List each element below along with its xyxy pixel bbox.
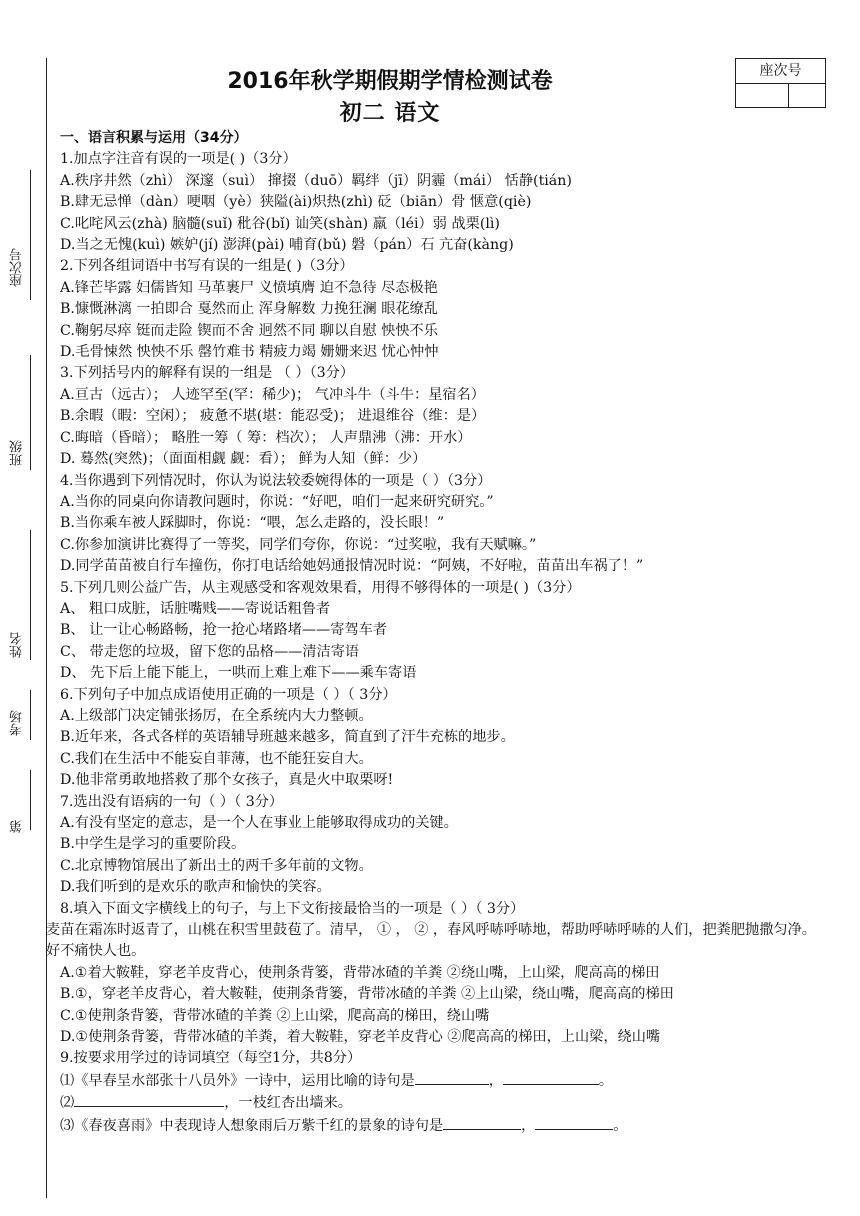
option-line: A.亘古（远古）； 人迹罕至(罕：稀少)； 气冲斗牛（斗牛：星宿名） [60, 386, 485, 403]
option-line: B、 让一让心畅路畅，抢一抢心堵路堵——寄驾车者 [60, 622, 388, 639]
poem-prompt: ⑴《早春呈水部张十八员外》一诗中，运用比喻的诗句是 [60, 1072, 415, 1089]
option-line: B.①，穿老羊皮背心，着大鞍鞋，使荆条背篓，背带冰碴的羊粪 ②上山梁，绕山嘴，爬高高的梯田 [60, 986, 674, 1003]
question-line: 4.当你遇到下列情况时，你认为说法较委婉得体的一项是（ ）（3分） [60, 472, 492, 489]
option-line: C.叱咤风云(zhà) 脑髓(suǐ) 秕谷(bǐ) 讪笑(shàn) 羸（léi）弱 战栗(lì) [60, 215, 500, 232]
option-line: D. 蓦然(突然)；（面面相觑 觑：看）； 鲜为人知（鲜：少） [60, 451, 427, 468]
poem-end: 。 [598, 1072, 614, 1089]
option-line: B.中学生是学习的重要阶段。 [60, 836, 246, 853]
name-field[interactable] [30, 530, 31, 660]
seat-box-divider [788, 83, 789, 108]
poem-separator: ， [521, 1117, 536, 1134]
exam-title: 2016年秋学期假期学情检测试卷 [227, 69, 553, 94]
question-line: 7.选出没有语病的一句（ ）（ 3分） [60, 793, 284, 810]
question-line: 3.下列括号内的解释有误的一组是 （ ）（3分） [60, 365, 355, 382]
exam-subject: 初二 语文 [339, 101, 441, 126]
poem-fill-line-3 [60, 1115, 820, 1137]
exam-no-label: 第 [10, 820, 25, 833]
poem-prompt: ⑶《春夜喜雨》中表现诗人想象雨后万紫千红的景象的诗句是 [60, 1117, 444, 1134]
option-line: D、 先下后上能下能上，一哄而上难上难下——乘车寄语 [60, 665, 417, 682]
option-line: C.晦暗（昏暗）； 略胜一筹（ 筹：档次）； 人声鼎沸（沸：开水） [60, 429, 472, 446]
answer-blank[interactable] [415, 1070, 489, 1085]
section-heading: 一、语言积累与运用（34分） [60, 130, 248, 146]
exam-room-label: 考场 [10, 710, 25, 736]
binding-line [46, 58, 47, 1198]
question-line: 9.按要求用学过的诗词填空（每空1分，共8分） [60, 1050, 362, 1067]
answer-blank[interactable] [503, 1070, 599, 1085]
poem-end: 。 [613, 1117, 628, 1134]
question-line: 8.填入下面文字横线上的句子，与上下文衔接最恰当的一项是（ ）（ 3分） [60, 900, 525, 917]
question-line: 6.下列句子中加点成语使用正确的一项是（ ）（ 3分） [60, 686, 397, 703]
seat-box-label: 座次号 [736, 59, 825, 84]
option-line: C.你参加演讲比赛得了一等奖，同学们夸你，你说：“过奖啦，我有天赋嘛。” [60, 536, 537, 553]
poem-fill-line-1 [60, 1070, 820, 1092]
option-line: B.慷慨淋漓 一拍即合 戛然而止 浑身解数 力挽狂澜 眼花缭乱 [60, 301, 438, 318]
option-line: A.有没有坚定的意志，是一个人在事业上能够取得成功的关键。 [60, 815, 458, 831]
option-line: B.肆无忌惮（dàn）哽咽（yè）狭隘(ài)炽热(zhì) 砭（biān）骨 惬意(qiè) [60, 194, 532, 211]
poem-fill-line-2 [60, 1092, 820, 1114]
class-field[interactable] [30, 355, 31, 470]
exam-no-field[interactable] [30, 770, 31, 830]
option-line: A.锋芒毕露 妇儒皆知 马革裹尸 义愤填膺 迫不急待 尽态极艳 [60, 279, 438, 296]
option-line: A.秩序井然（zhì） 深邃（suì） 撺掇（duō）羁绊（jī）阴霾（mái） 恬静(tián) [60, 172, 572, 189]
option-line: A.①着大鞍鞋，穿老羊皮背心，使荆条背篓，背带冰碴的羊粪 ②绕山嘴，上山梁，爬高高的梯田 [60, 964, 660, 981]
option-line: B.当你乘车被人踩脚时，你说：“喂，怎么走路的，没长眼！” [60, 515, 445, 532]
option-line: B.近年来，各式各样的英语辅导班越来越多，简直到了汗牛充栋的地步。 [60, 729, 515, 746]
option-line: D.①使荆条背篓，背带冰碴的羊粪，着大鞍鞋，穿老羊皮背心 ②爬高高的梯田，上山梁，绕山嘴 [60, 1029, 661, 1046]
option-line: D.毛骨悚然 怏怏不乐 罄竹难书 精疲力竭 姗姗来迟 忧心忡忡 [60, 344, 439, 361]
option-line: D.同学苗苗被自行车撞伤，你打电话给她妈通报情况时说：“阿姨，不好啦，苗苗出车祸了！” [60, 558, 644, 575]
option-line: A.当你的同桌向你请教问题时，你说：“好吧，咱们一起来研究研究。” [60, 493, 494, 510]
question-line: 5.下列几则公益广告，从主观感受和客观效果看，用得不够得体的一项是( )（3分） [60, 579, 581, 596]
option-line: C.①使荆条背篓，背带冰碴的羊粪 ②上山梁，爬高高的梯田，绕山嘴 [60, 1007, 490, 1024]
seat-number-field[interactable] [30, 170, 31, 300]
answer-blank[interactable] [74, 1092, 224, 1107]
option-line: D.当之无愧(kuì) 嫉妒(jí) 澎湃(pài) 哺育(bǔ) 磐（pán）石 亢奋(kàng) [60, 237, 514, 254]
class-label: 班级 [10, 440, 25, 466]
option-line: C、 带走您的垃圾，留下您的品格——清洁寄语 [60, 643, 360, 660]
option-line: A、 粗口成脏，话脏嘴贱——寄说话粗鲁者 [60, 600, 331, 617]
option-line: C.北京博物馆展出了新出土的两千多年前的文物。 [60, 857, 373, 874]
option-line: B.余暇（暇：空闲）； 疲惫不堪(堪：能忍受)； 进退维谷（维：是） [60, 408, 486, 425]
poem-given-text: ，一枝红杏出墙来。 [224, 1095, 352, 1112]
question-line: 2.下列各组词语中书写有误的一组是( )（3分） [60, 258, 354, 275]
passage-text: 麦苗在霜冻时返青了，山桃在积雪里鼓苞了。清早， ① ， ② ，春风呼哧呼哧地，帮助呼哧呼哧的人们，把粪肥抛撒匀净。好不痛快人也。 [46, 922, 816, 960]
exam-content [46, 128, 820, 1137]
name-label: 姓名 [10, 632, 25, 658]
option-line: D.我们听到的是欢乐的歌声和愉快的笑容。 [60, 879, 331, 896]
option-line: C.我们在生活中不能妄自菲薄，也不能狂妄自大。 [60, 750, 373, 767]
answer-blank[interactable] [535, 1115, 613, 1130]
option-line: C.鞠躬尽瘁 铤而走险 锲而不舍 迥然不同 聊以自慰 怏怏不乐 [60, 322, 438, 339]
option-line: D.他非常勇敢地搭救了那个女孩子，真是火中取栗呀! [60, 772, 394, 789]
seat-number-label: 座次号 [10, 248, 25, 287]
answer-blank[interactable] [443, 1115, 521, 1130]
exam-room-field[interactable] [30, 690, 31, 740]
poem-prompt: ⑵ [60, 1095, 75, 1112]
poem-separator: ， [488, 1072, 503, 1089]
option-line: A.上级部门决定铺张扬厉，在全系统内大力整顿。 [60, 707, 373, 724]
question-line: 1.加点字注音有误的一项是( )（3分） [60, 151, 297, 168]
